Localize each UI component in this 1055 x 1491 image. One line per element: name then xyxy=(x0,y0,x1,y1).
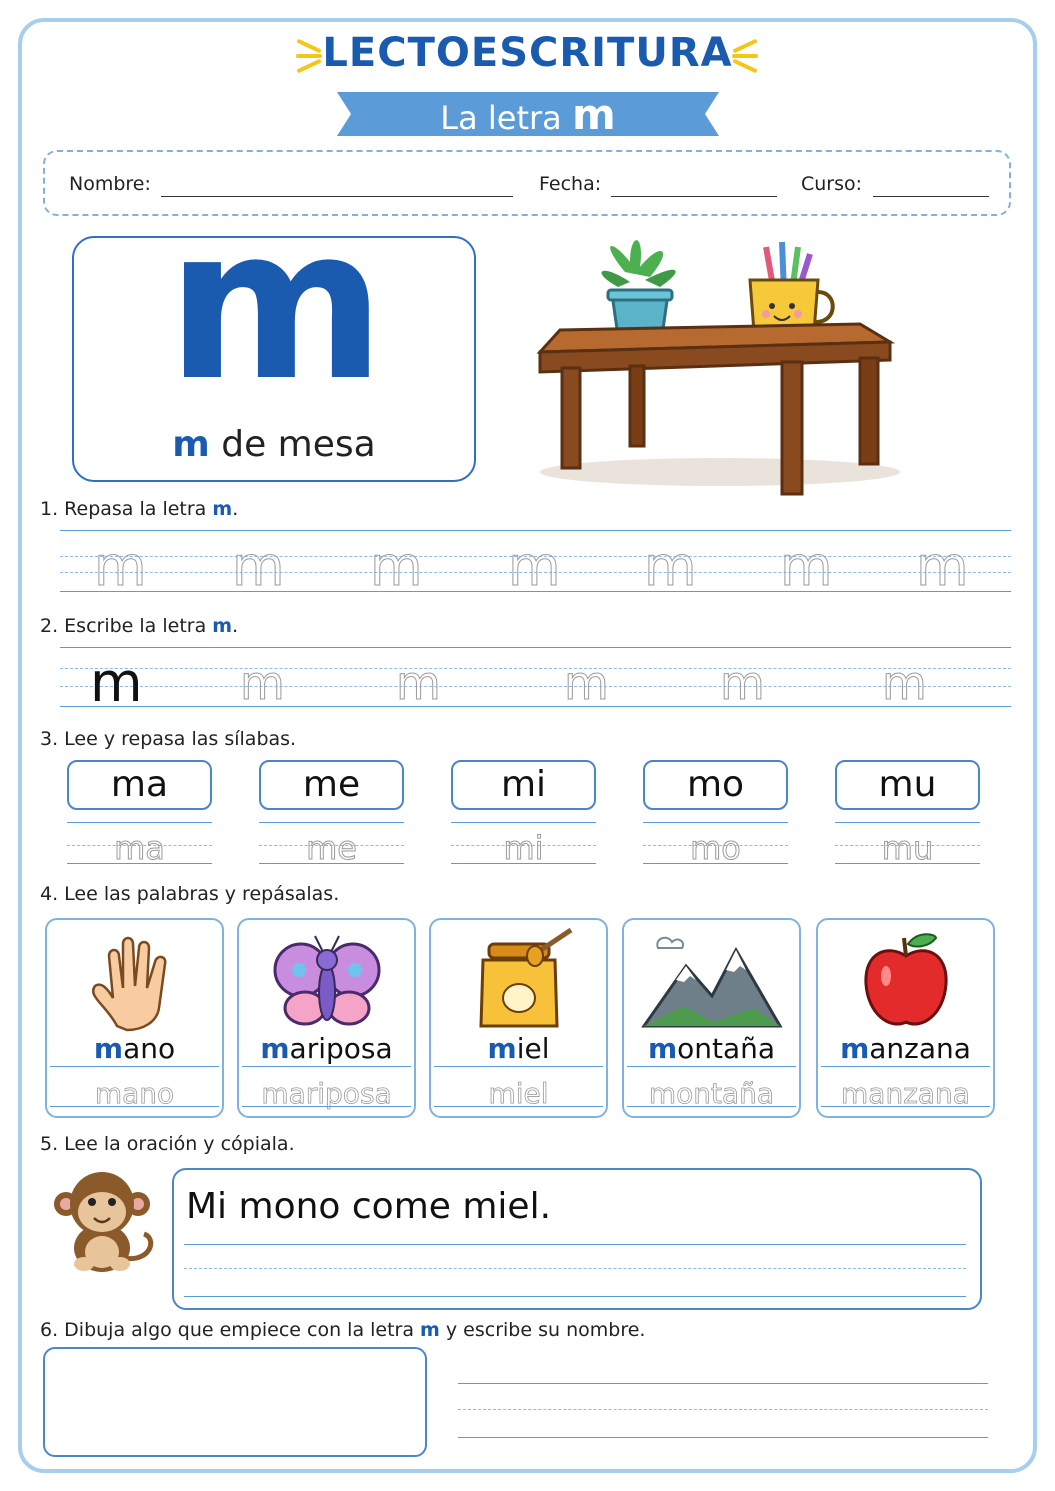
word-card xyxy=(622,918,801,1118)
trace-letter[interactable]: m xyxy=(916,535,969,598)
trace-letter[interactable]: m xyxy=(644,535,697,598)
guide-line xyxy=(835,822,980,823)
trace-letter[interactable]: m xyxy=(720,656,765,710)
drawing-box[interactable] xyxy=(43,1347,427,1457)
word-card xyxy=(237,918,416,1118)
word-label xyxy=(431,1032,606,1065)
course-field[interactable] xyxy=(873,196,989,197)
word-initial: m xyxy=(93,1032,124,1065)
guide-line xyxy=(259,822,404,823)
guide-line xyxy=(643,822,788,823)
word-initial: m xyxy=(487,1032,517,1065)
hand-icon xyxy=(47,926,222,1036)
word-rest: iel xyxy=(516,1032,550,1065)
trace-letter[interactable]: m xyxy=(370,535,423,598)
word-trace[interactable]: mariposa xyxy=(261,1077,392,1110)
word-initial: m xyxy=(647,1032,678,1065)
syllable-trace[interactable]: mo xyxy=(690,829,741,867)
section-5-title: 5. Lee la oración y cópiala. xyxy=(40,1133,295,1155)
trace-letter[interactable]: m xyxy=(94,535,147,598)
syllable-trace[interactable]: me xyxy=(306,829,357,867)
syllable-trace[interactable]: mu xyxy=(881,829,934,867)
syllable-box: mi xyxy=(451,760,596,810)
word-label xyxy=(818,1032,993,1065)
word-rest: anzana xyxy=(869,1032,971,1065)
butterfly-icon xyxy=(239,926,414,1036)
guide-line xyxy=(242,1066,411,1067)
section-3-title: 3. Lee y repasa las sílabas. xyxy=(40,728,297,750)
trace-letter[interactable]: m xyxy=(564,656,609,710)
name-label: Nombre: xyxy=(69,173,151,195)
word-initial: m xyxy=(260,1032,290,1065)
guide-line xyxy=(627,1066,796,1067)
guide-line xyxy=(60,647,1011,648)
sentence-box xyxy=(172,1168,982,1310)
honey-jar-icon xyxy=(431,926,606,1036)
guide-line xyxy=(60,530,1011,531)
section-4-title: 4. Lee las palabras y repásalas. xyxy=(40,883,340,905)
word-trace[interactable]: montaña xyxy=(648,1077,775,1110)
section-1-title: 1. Repasa la letra m. xyxy=(40,498,239,520)
guide-line xyxy=(60,686,1011,687)
sentence-text: Mi mono come miel. xyxy=(186,1186,552,1227)
trace-letter[interactable]: m xyxy=(508,535,561,598)
course-label: Curso: xyxy=(801,173,863,195)
monkey-icon xyxy=(52,1168,162,1276)
syllable-box: me xyxy=(259,760,404,810)
guide-line xyxy=(821,1066,990,1067)
section-2-title: 2. Escribe la letra m. xyxy=(40,615,239,637)
syllable-box: mo xyxy=(643,760,788,810)
trace-letter[interactable]: m xyxy=(882,656,927,710)
guide-line xyxy=(60,668,1011,669)
guide-line xyxy=(184,1268,966,1269)
subtitle-ribbon xyxy=(333,88,723,140)
word-label xyxy=(624,1032,799,1065)
syllable-box: mu xyxy=(835,760,980,810)
mountain-icon xyxy=(624,926,799,1036)
guide-line xyxy=(67,822,212,823)
trace-letter[interactable]: m xyxy=(240,656,285,710)
word-trace[interactable]: manzana xyxy=(841,1077,970,1110)
date-label: Fecha: xyxy=(539,173,602,195)
word-card xyxy=(429,918,608,1118)
apple-icon xyxy=(818,926,993,1036)
big-letter: m xyxy=(166,182,386,427)
syllable-box: ma xyxy=(67,760,212,810)
name-line[interactable] xyxy=(458,1437,988,1438)
subtitle: La letra m xyxy=(440,90,616,139)
word-label xyxy=(47,1032,222,1065)
copy-line[interactable] xyxy=(184,1296,966,1297)
word-trace[interactable]: mano xyxy=(94,1077,175,1110)
table-illustration xyxy=(530,232,910,502)
guide-line xyxy=(50,1066,219,1067)
guide-line xyxy=(458,1409,988,1410)
trace-letter[interactable]: m xyxy=(232,535,285,598)
word-rest: ariposa xyxy=(289,1032,393,1065)
word-label xyxy=(239,1032,414,1065)
syllable-trace[interactable]: ma xyxy=(114,829,165,867)
word-card xyxy=(816,918,995,1118)
word-initial: m xyxy=(840,1032,870,1065)
letter-caption: m de mesa xyxy=(172,424,376,465)
word-trace[interactable]: miel xyxy=(488,1077,549,1110)
trace-letter[interactable]: m xyxy=(396,656,441,710)
date-field[interactable] xyxy=(611,196,777,197)
model-letter: m xyxy=(90,651,143,714)
guide-line xyxy=(184,1244,966,1245)
word-card xyxy=(45,918,224,1118)
trace-letter[interactable]: m xyxy=(780,535,833,598)
name-line[interactable] xyxy=(458,1383,988,1384)
syllable-trace[interactable]: mi xyxy=(503,829,544,867)
word-rest: ano xyxy=(123,1032,176,1065)
word-rest: ontaña xyxy=(677,1032,776,1065)
page-title: LECTOESCRITURA xyxy=(322,30,733,76)
guide-line xyxy=(451,822,596,823)
section-6-title: 6. Dibuja algo que empiece con la letra m y escribe su nombre. xyxy=(40,1319,646,1341)
guide-line xyxy=(60,706,1011,707)
guide-line xyxy=(434,1066,603,1067)
